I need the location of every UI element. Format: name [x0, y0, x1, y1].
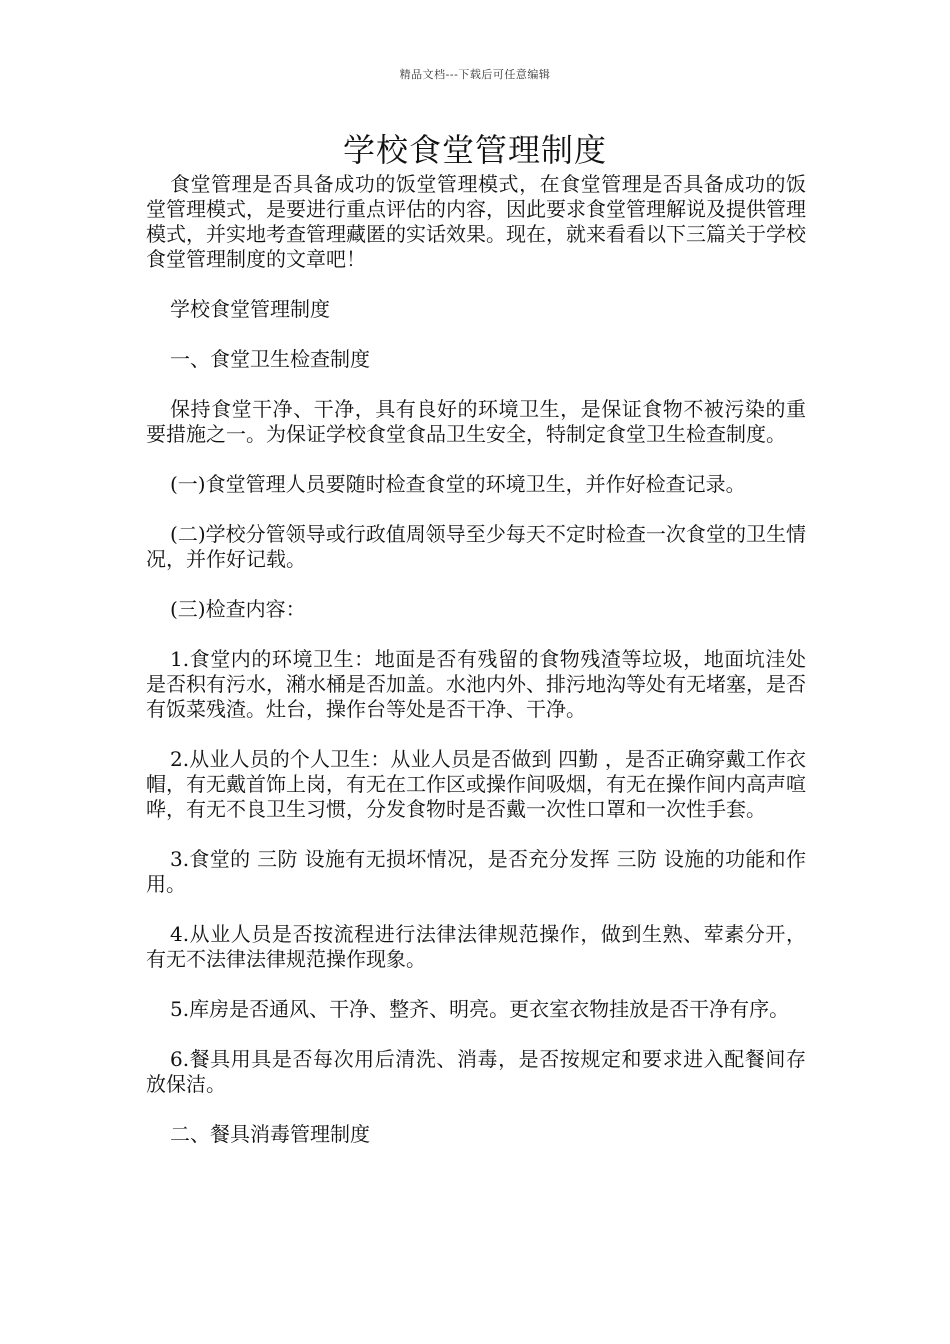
list-item: 6.餐具用具是否每次用后清洗、消毒，是否按规定和要求进入配餐间存放保洁。: [146, 1047, 806, 1096]
section-heading: 二、餐具消毒管理制度: [170, 1122, 370, 1146]
body-paragraph: (三)检查内容：: [170, 597, 306, 621]
list-item: 2.从业人员的个人卫生：从业人员是否做到 四勤 ，是否正确穿戴工作衣帽，有无戴首饰上岗，有无在工作区或操作间吸烟，有无在操作间内高声喧哗，有无不良卫生习惯，分发食物时是否戴一次性口罩和一次性手套。: [146, 747, 806, 821]
section-heading: 学校食堂管理制度: [170, 297, 330, 321]
body-paragraph: (二)学校分管领导或行政值周领导至少每天不定时检查一次食堂的卫生情况，并作好记载。: [146, 522, 806, 571]
intro-paragraph: 食堂管理是否具备成功的饭堂管理模式，在食堂管理是否具备成功的饭堂管理模式，是要进行重点评估的内容，因此要求食堂管理解说及提供管理模式，并实地考查管理藏匿的实话效果。现在，就来看看以下三篇关于学校食堂管理制度的文章吧！: [146, 172, 806, 271]
document-body: [146, 172, 806, 1147]
list-item: 4.从业人员是否按流程进行法律法律规范操作，做到生熟、荤素分开，有无不法律法律规范操作现象。: [146, 922, 806, 971]
header-note: 精品文档---下载后可任意编辑: [399, 68, 551, 81]
section-heading: 一、食堂卫生检查制度: [170, 347, 370, 371]
body-paragraph: 保持食堂干净、干净，具有良好的环境卫生，是保证食物不被污染的重要措施之一。为保证学校食堂食品卫生安全，特制定食堂卫生检查制度。: [146, 397, 806, 446]
document-title: 学校食堂管理制度: [342, 131, 607, 169]
list-item: 3.食堂的 三防 设施有无损坏情况，是否充分发挥 三防 设施的功能和作用。: [146, 847, 806, 896]
list-item: 1.食堂内的环境卫生：地面是否有残留的食物残渣等垃圾，地面坑洼处是否积有污水，潲水桶是否加盖。水池内外、排污地沟等处有无堵塞，是否有饭菜残渣。灶台，操作台等处是否干净、干净。: [146, 647, 806, 721]
list-item: 5.库房是否通风、干净、整齐、明亮。更衣室衣物挂放是否干净有序。: [170, 997, 790, 1021]
body-paragraph: (一)食堂管理人员要随时检查食堂的环境卫生，并作好检查记录。: [170, 472, 746, 496]
